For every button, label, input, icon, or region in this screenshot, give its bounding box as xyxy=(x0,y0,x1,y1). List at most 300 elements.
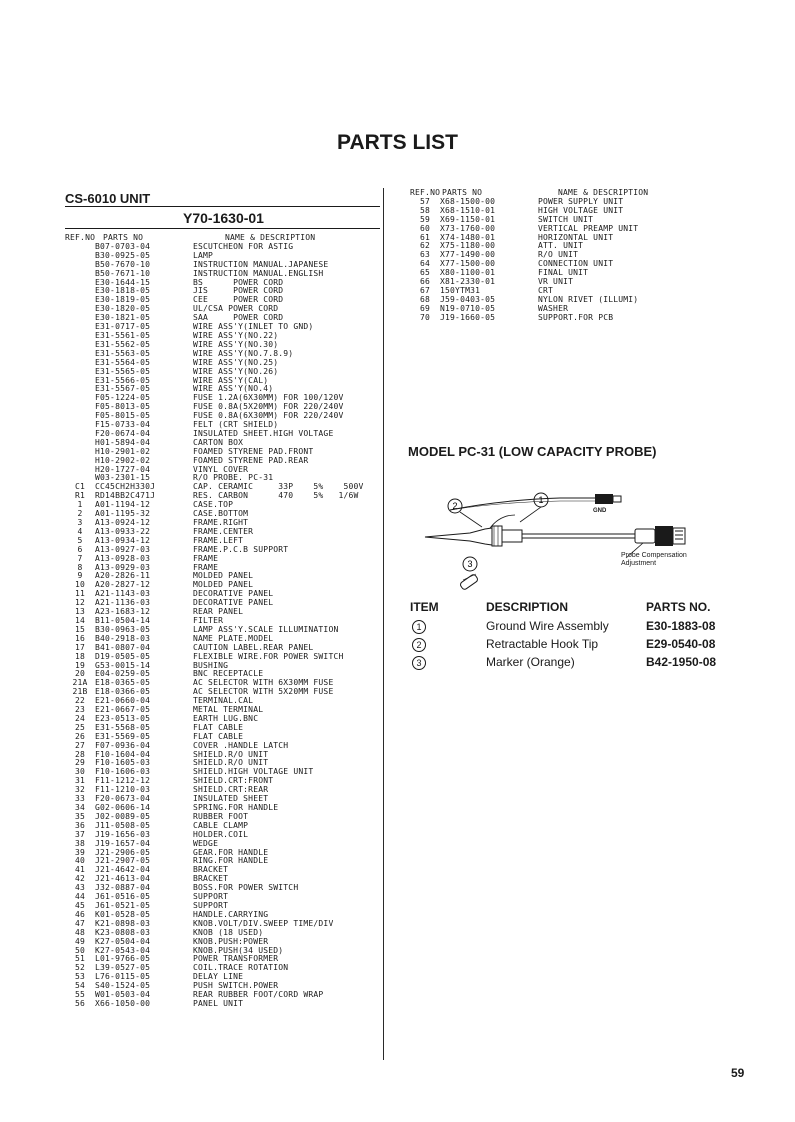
parts-row-desc: RING.FOR HANDLE xyxy=(193,856,269,866)
parts-row-part: X81-2330-01 xyxy=(440,277,496,287)
parts-row-part: J61-0516-05 xyxy=(95,892,151,902)
parts-row-part: X77-1490-00 xyxy=(440,250,496,260)
parts-row-ref: 46 xyxy=(74,909,86,919)
parts-row-ref xyxy=(65,305,95,314)
item-number: 3 xyxy=(412,656,426,670)
parts-row-desc: SAA POWER CORD xyxy=(193,313,284,323)
parts-row-part: J21-2906-05 xyxy=(95,847,151,857)
parts-row-desc: CEE POWER CORD xyxy=(193,295,284,305)
parts-row-part: F20-0674-04 xyxy=(95,428,151,438)
parts-row-desc: KNOB.PUSH:POWER xyxy=(193,936,269,946)
parts-row-desc: SHIELD.CRT:FRONT xyxy=(193,776,274,786)
parts-row-desc: BUSHING xyxy=(193,660,229,670)
parts-row-desc: SHIELD.R/O UNIT xyxy=(193,758,269,768)
parts-row-part: K23-0808-03 xyxy=(95,927,151,937)
parts-row-part: F20-0673-04 xyxy=(95,794,151,804)
parts-row-part: E31-5567-05 xyxy=(95,384,151,394)
parts-row-ref: 19 xyxy=(74,660,86,670)
parts-row-part: E30-1818-05 xyxy=(95,286,151,296)
parts-row xyxy=(65,1000,385,1009)
parts-row-ref xyxy=(65,314,95,323)
parts-row-part: B11-0504-14 xyxy=(95,615,151,625)
parts-row-ref xyxy=(65,252,95,261)
parts-row-ref xyxy=(65,350,95,359)
parts-row-part: J32-0887-04 xyxy=(95,883,151,893)
page-number: 59 xyxy=(731,1066,745,1080)
parts-row-part: E31-5562-05 xyxy=(95,339,151,349)
parts-row-part: D19-0505-05 xyxy=(95,651,151,661)
parts-row-desc: AC SELECTOR WITH 6X30MM FUSE xyxy=(193,678,334,688)
parts-row-ref: 22 xyxy=(74,696,86,706)
parts-row-ref xyxy=(65,359,95,368)
parts-row-part: K01-0528-05 xyxy=(95,909,151,919)
parts-row-desc: AC SELECTOR WITH 5X20MM FUSE xyxy=(193,687,334,697)
parts-row-ref: 10 xyxy=(74,580,86,590)
parts-row-desc: FRAME.CENTER xyxy=(193,526,254,536)
items-header-item: ITEM xyxy=(410,600,439,614)
parts-row-ref xyxy=(65,457,95,466)
parts-row-desc: WIRE ASS'Y(NO.30) xyxy=(193,339,279,349)
parts-row-part: J19-1656-03 xyxy=(95,829,151,839)
parts-row-ref xyxy=(65,377,95,386)
parts-row-ref: 1 xyxy=(77,500,83,510)
parts-row-ref: 65 xyxy=(419,268,431,278)
parts-row-ref: 66 xyxy=(419,277,431,287)
header-ref: REF.NO xyxy=(410,188,441,197)
parts-row-ref: 24 xyxy=(74,713,86,723)
parts-row-ref: 45 xyxy=(74,900,86,910)
parts-row-part: B41-0807-04 xyxy=(95,642,151,652)
parts-row-ref: 50 xyxy=(74,945,86,955)
parts-row-part: A21-1136-03 xyxy=(95,598,151,608)
parts-row-ref: C1 xyxy=(74,482,86,492)
parts-row-desc: WIRE ASS'Y(NO.26) xyxy=(193,366,279,376)
parts-row-ref: 49 xyxy=(74,936,86,946)
parts-row-part: F11-1212-12 xyxy=(95,776,151,786)
parts-row-desc: HIGH VOLTAGE UNIT xyxy=(538,205,624,215)
parts-row-part: E18-0365-05 xyxy=(95,678,151,688)
parts-row-part: F10-1604-04 xyxy=(95,749,151,759)
parts-row-ref xyxy=(65,279,95,288)
unit-title-rule xyxy=(65,206,380,207)
parts-row-part: A13-0934-12 xyxy=(95,535,151,545)
item-number: 2 xyxy=(412,638,426,652)
parts-row-part: B40-2918-03 xyxy=(95,633,151,643)
parts-row-desc: KNOB.PUSH(34 USED) xyxy=(193,945,284,955)
parts-row-desc: FILTER xyxy=(193,615,224,625)
parts-row-desc: INSTRUCTION MANUAL.JAPANESE xyxy=(193,259,329,269)
parts-row-desc: VINYL COVER xyxy=(193,464,249,474)
probe-items-table xyxy=(410,600,760,673)
parts-row-ref: 63 xyxy=(419,250,431,260)
parts-row-desc: JIS POWER CORD xyxy=(193,286,284,296)
parts-row-desc: MOLDED PANEL xyxy=(193,571,254,581)
parts-row-desc: FUSE 1.2A(6X30MM) FOR 100/120V xyxy=(193,393,344,403)
parts-row-part: L76-0115-05 xyxy=(95,972,151,982)
parts-row-ref: 31 xyxy=(74,776,86,786)
probe-item-row xyxy=(410,655,760,670)
parts-row-desc: KNOB (18 USED) xyxy=(193,927,264,937)
item-part: B42-1950-08 xyxy=(646,655,717,669)
parts-table-right xyxy=(410,189,690,323)
header-desc: NAME & DESCRIPTION xyxy=(225,233,316,242)
probe-caption-line-1: Probe Compensation xyxy=(621,552,687,559)
parts-row-ref xyxy=(65,421,95,430)
parts-row-part: A23-1683-12 xyxy=(95,607,151,617)
parts-row-part: E31-0717-05 xyxy=(95,322,151,332)
parts-rows-left xyxy=(65,243,385,1009)
parts-row-part: X80-1100-01 xyxy=(440,268,496,278)
parts-row-ref xyxy=(65,403,95,412)
parts-row-ref: 23 xyxy=(74,705,86,715)
gnd-label: GND xyxy=(593,508,607,514)
parts-row-ref: 6 xyxy=(77,544,83,554)
parts-row-part: J02-0089-05 xyxy=(95,811,151,821)
parts-row-desc: WIRE ASS'Y(CAL) xyxy=(193,375,269,385)
parts-row-desc: COVER .HANDLE LATCH xyxy=(193,740,289,750)
parts-row-ref: 21B xyxy=(72,687,88,697)
parts-row-desc: HORIZONTAL UNIT xyxy=(538,232,614,242)
parts-row-part: A13-0927-03 xyxy=(95,544,151,554)
parts-row-desc: WEDGE xyxy=(193,838,219,848)
parts-row-ref: 61 xyxy=(419,232,431,242)
parts-row-desc: TERMINAL.CAL xyxy=(193,696,254,706)
parts-row-part: A13-0924-12 xyxy=(95,518,151,527)
parts-row-ref: 51 xyxy=(74,954,86,964)
probe-items-header xyxy=(410,600,760,614)
parts-row-ref xyxy=(65,332,95,341)
parts-row-desc: UL/CSA POWER CORD xyxy=(193,304,279,314)
parts-row-part: A20-2826-11 xyxy=(95,571,151,581)
parts-row-ref xyxy=(65,368,95,377)
parts-row-ref: 48 xyxy=(74,927,86,937)
parts-row-ref: 20 xyxy=(74,669,86,679)
parts-row-part: E21-0660-04 xyxy=(95,696,151,706)
parts-row-part: A01-1195-32 xyxy=(95,509,151,519)
parts-row-desc: INSULATED SHEET.HIGH VOLTAGE xyxy=(193,428,334,438)
parts-rows-right xyxy=(410,198,690,323)
parts-row-desc: SUPPORT xyxy=(193,892,229,902)
probe-illustration xyxy=(410,470,710,595)
parts-row-desc: COIL.TRACE ROTATION xyxy=(193,963,289,973)
parts-row-desc: INSULATED SHEET xyxy=(193,794,269,804)
item-desc: Retractable Hook Tip xyxy=(486,637,599,651)
parts-row-desc: LAMP xyxy=(193,250,214,260)
parts-row-desc: FRAME xyxy=(193,562,219,572)
parts-row-part: CC45CH2H330J xyxy=(95,482,156,492)
parts-row-desc: PUSH SWITCH.POWER xyxy=(193,981,279,991)
parts-row-desc: WIRE ASS'Y(INLET TO GND) xyxy=(193,322,314,332)
parts-row-part: 150YTM31 xyxy=(440,285,481,295)
parts-row-desc: R/O UNIT xyxy=(538,250,579,260)
parts-row-desc: SUPPORT xyxy=(193,900,229,910)
callout-1: 1 xyxy=(538,495,544,505)
parts-row-desc: WIRE ASS'Y(NO.25) xyxy=(193,357,279,367)
parts-row-ref: 8 xyxy=(77,562,83,572)
parts-row-ref: 35 xyxy=(74,811,86,821)
parts-row-desc: HANDLE.CARRYING xyxy=(193,909,269,919)
parts-row-ref xyxy=(65,394,95,403)
parts-row-ref: 25 xyxy=(74,722,86,732)
header-desc: NAME & DESCRIPTION xyxy=(558,188,649,197)
parts-row-part: B50-7671-10 xyxy=(95,268,151,278)
parts-row-part: F05-8015-05 xyxy=(95,411,151,421)
callout-2: 2 xyxy=(452,501,458,511)
parts-row-desc: PANEL UNIT xyxy=(193,998,244,1008)
parts-row-desc: INSTRUCTION MANUAL.ENGLISH xyxy=(193,268,324,278)
parts-row-ref: 69 xyxy=(419,303,431,313)
parts-row-ref xyxy=(65,243,95,252)
parts-row-part: B30-0963-05 xyxy=(95,624,151,634)
parts-row-desc: SUPPORT.FOR PCB xyxy=(538,312,614,322)
probe-item-row xyxy=(410,619,760,634)
parts-row-part: X75-1180-00 xyxy=(440,241,496,251)
parts-row-part: E31-5569-05 xyxy=(95,731,151,741)
parts-row-ref xyxy=(65,412,95,421)
parts-row-ref: 52 xyxy=(74,963,86,973)
parts-row-part: K21-0898-03 xyxy=(95,918,151,928)
parts-row-ref xyxy=(65,439,95,448)
parts-row-ref: 17 xyxy=(74,642,86,652)
unit-code-rule xyxy=(65,228,380,229)
parts-row-part: G02-0606-14 xyxy=(95,803,151,812)
unit-title: CS-6010 UNIT xyxy=(65,191,151,206)
parts-row-part: E18-0366-05 xyxy=(95,687,151,697)
parts-row-part: RD14BB2C471J xyxy=(95,491,156,501)
parts-row-desc: SPRING.FOR HANDLE xyxy=(193,803,279,812)
header-ref: REF.NO xyxy=(65,233,96,242)
parts-row-part: W03-2301-15 xyxy=(95,473,151,483)
parts-row-part: J21-4642-04 xyxy=(95,865,151,875)
parts-row-ref xyxy=(65,296,95,305)
parts-row-desc: REAR PANEL xyxy=(193,607,244,617)
parts-row-desc: WIRE ASS'Y(NO.4) xyxy=(193,384,274,394)
parts-row-desc: WIRE ASS'Y(NO.7.8.9) xyxy=(193,348,294,358)
parts-row-part: W01-0503-04 xyxy=(95,990,151,1000)
parts-row-part: J21-2907-05 xyxy=(95,856,151,866)
parts-row-ref: 28 xyxy=(74,749,86,759)
parts-row-desc: FUSE 0.8A(6X30MM) FOR 220/240V xyxy=(193,411,344,421)
parts-row-ref: 32 xyxy=(74,785,86,795)
parts-row-desc: SWITCH UNIT xyxy=(538,214,594,224)
parts-row-part: E31-5561-05 xyxy=(95,330,151,340)
parts-row-desc: MOLDED PANEL xyxy=(193,580,254,590)
parts-row-ref: R1 xyxy=(74,491,86,501)
page-title: PARTS LIST xyxy=(337,131,458,154)
parts-row-desc: FELT (CRT SHIELD) xyxy=(193,420,279,430)
parts-row-desc: FOAMED STYRENE PAD.REAR xyxy=(193,455,309,465)
parts-row-ref: 40 xyxy=(74,856,86,866)
parts-row-ref: 70 xyxy=(419,312,431,322)
parts-row-desc: BRACKET xyxy=(193,874,229,884)
parts-row-ref xyxy=(65,466,95,475)
parts-row-desc: KNOB.VOLT/DIV.SWEEP TIME/DIV xyxy=(193,918,334,928)
parts-row-desc: FOAMED STYRENE PAD.FRONT xyxy=(193,446,314,456)
parts-row-ref: 2 xyxy=(77,509,83,519)
parts-row-desc: WASHER xyxy=(538,303,569,313)
items-header-desc: DESCRIPTION xyxy=(486,600,569,614)
parts-row-part: H01-5894-04 xyxy=(95,437,151,447)
parts-row-part: K27-0543-04 xyxy=(95,945,151,955)
parts-row-desc: CARTON BOX xyxy=(193,437,244,447)
parts-row-desc: POWER TRANSFORMER xyxy=(193,954,279,964)
parts-row-part: F11-1210-03 xyxy=(95,785,151,795)
parts-row-ref xyxy=(65,323,95,332)
parts-row-ref: 57 xyxy=(419,196,431,206)
parts-row-ref: 43 xyxy=(74,883,86,893)
parts-row-desc: CRT xyxy=(538,285,554,295)
parts-row-desc: GEAR.FOR HANDLE xyxy=(193,847,269,857)
parts-row-ref: 38 xyxy=(74,838,86,848)
parts-row-part: X66-1050-00 xyxy=(95,998,151,1008)
probe-caption xyxy=(621,552,731,568)
parts-row-part: S40-1524-05 xyxy=(95,981,151,991)
header-part: PARTS NO xyxy=(442,188,483,197)
parts-row-ref: 68 xyxy=(419,294,431,304)
parts-row-part: G53-0015-14 xyxy=(95,660,151,670)
parts-row-part: E30-1821-05 xyxy=(95,313,151,323)
parts-row-ref: 15 xyxy=(74,624,86,634)
parts-row-ref: 44 xyxy=(74,892,86,902)
parts-row-ref: 26 xyxy=(74,731,86,741)
parts-row-ref: 34 xyxy=(74,803,86,812)
parts-row-ref: 58 xyxy=(419,205,431,215)
parts-row-ref: 27 xyxy=(74,740,86,750)
parts-row-ref: 30 xyxy=(74,767,86,777)
parts-row-desc: ATT. UNIT xyxy=(538,241,584,251)
parts-row-part: E31-5568-05 xyxy=(95,722,151,732)
parts-row-ref: 18 xyxy=(74,651,86,661)
parts-row-desc: POWER SUPPLY UNIT xyxy=(538,196,624,206)
parts-row-ref: 4 xyxy=(77,526,83,536)
parts-row-part: L01-9766-05 xyxy=(95,954,151,964)
parts-row-ref: 42 xyxy=(74,874,86,884)
parts-row-part: F10-1605-03 xyxy=(95,758,151,768)
parts-row-part: N19-0710-05 xyxy=(440,303,496,313)
parts-row-ref: 53 xyxy=(74,972,86,982)
parts-row-desc: LAMP ASS'Y.SCALE ILLUMINATION xyxy=(193,624,339,634)
parts-row-desc: DECORATIVE PANEL xyxy=(193,598,274,608)
item-part: E30-1883-08 xyxy=(646,619,716,633)
parts-row-part: F15-0733-04 xyxy=(95,420,151,430)
parts-row-desc: DECORATIVE PANEL xyxy=(193,589,274,599)
parts-row-part: E21-0667-05 xyxy=(95,705,151,715)
parts-row-ref: 33 xyxy=(74,794,86,804)
probe-caption-line-2: Adjustment xyxy=(621,560,657,567)
parts-row-ref: 7 xyxy=(77,553,83,563)
parts-row-part: J59-0403-05 xyxy=(440,294,496,304)
parts-row-desc: REAR RUBBER FOOT/CORD WRAP xyxy=(193,990,324,1000)
callout-3: 3 xyxy=(467,559,473,569)
parts-row-ref: 62 xyxy=(419,241,431,251)
parts-row-desc: DELAY LINE xyxy=(193,972,244,982)
parts-row-ref: 36 xyxy=(74,820,86,830)
parts-row-desc: FRAME.LEFT xyxy=(193,535,244,545)
parts-row-ref: 12 xyxy=(74,598,86,608)
parts-row-ref: 56 xyxy=(74,998,86,1008)
parts-row-part: K27-0504-04 xyxy=(95,936,151,946)
parts-row-ref: 60 xyxy=(419,223,431,233)
parts-row-ref xyxy=(65,341,95,350)
parts-row-part: E30-1819-05 xyxy=(95,295,151,305)
column-divider xyxy=(383,188,384,1060)
parts-table-left xyxy=(65,234,385,1009)
parts-row-part: A20-2827-12 xyxy=(95,580,151,590)
parts-row-desc: FRAME.P.C.B SUPPORT xyxy=(193,544,289,554)
parts-row-desc: METAL TERMINAL xyxy=(193,705,264,715)
parts-row-part: E30-1820-05 xyxy=(95,304,151,314)
parts-row-desc: BNC RECEPTACLE xyxy=(193,669,264,679)
parts-row-desc: FUSE 0.8A(5X20MM) FOR 220/240V xyxy=(193,402,344,412)
parts-row-part: A13-0933-22 xyxy=(95,526,151,536)
parts-row-ref xyxy=(65,261,95,270)
parts-row-part: X69-1150-01 xyxy=(440,214,496,224)
parts-row-ref xyxy=(65,287,95,296)
parts-row-desc: NYLON RIVET (ILLUMI) xyxy=(538,294,639,304)
parts-row-ref: 67 xyxy=(419,285,431,295)
parts-row-desc: ESCUTCHEON FOR ASTIG xyxy=(193,241,294,251)
parts-row-desc: WIRE ASS'Y(NO.22) xyxy=(193,330,279,340)
model-title: MODEL PC-31 (LOW CAPACITY PROBE) xyxy=(408,444,657,459)
unit-code: Y70-1630-01 xyxy=(183,210,264,226)
parts-row-desc: BOSS.FOR POWER SWITCH xyxy=(193,883,299,893)
parts-row-part: X74-1480-01 xyxy=(440,232,496,242)
parts-row-desc: VERTICAL PREAMP UNIT xyxy=(538,223,639,233)
parts-row-ref: 16 xyxy=(74,633,86,643)
parts-row xyxy=(410,314,690,323)
parts-row-desc: R/O PROBE. PC-31 xyxy=(193,473,274,483)
parts-row-ref xyxy=(65,270,95,279)
parts-row-desc: SHIELD.HIGH VOLTAGE UNIT xyxy=(193,767,314,777)
parts-row-part: X73-1760-00 xyxy=(440,223,496,233)
parts-row-ref: 41 xyxy=(74,865,86,875)
parts-row-part: A13-0929-03 xyxy=(95,562,151,572)
parts-row-part: X68-1500-00 xyxy=(440,196,496,206)
parts-row-ref: 37 xyxy=(74,829,86,839)
parts-row-part: L39-0527-05 xyxy=(95,963,151,973)
parts-row-desc: CABLE CLAMP xyxy=(193,820,249,830)
parts-row-part: X77-1500-00 xyxy=(440,259,496,269)
parts-row-part: E31-5565-05 xyxy=(95,366,151,376)
parts-row-part: E31-5564-05 xyxy=(95,357,151,367)
parts-row-part: B07-0703-04 xyxy=(95,241,151,251)
parts-row-ref: 13 xyxy=(74,607,86,617)
parts-row-ref: 9 xyxy=(77,571,83,581)
parts-row-part: A01-1194-12 xyxy=(95,500,151,510)
items-header-part: PARTS NO. xyxy=(646,600,711,614)
parts-row-desc: NAME PLATE.MODEL xyxy=(193,633,274,643)
parts-row-part: F07-0936-04 xyxy=(95,740,151,750)
parts-row-part: J19-1660-05 xyxy=(440,312,496,322)
parts-row-ref: 39 xyxy=(74,847,86,857)
parts-row-desc: BRACKET xyxy=(193,865,229,875)
item-part: E29-0540-08 xyxy=(646,637,716,651)
parts-row-ref xyxy=(65,448,95,457)
parts-row-desc: CASE.TOP xyxy=(193,500,234,510)
parts-row-desc: FLAT CABLE xyxy=(193,731,244,741)
parts-row-desc: RUBBER FOOT xyxy=(193,811,249,821)
parts-row-desc: CAUTION LABEL.REAR PANEL xyxy=(193,642,314,652)
item-number: 1 xyxy=(412,620,426,634)
item-desc: Marker (Orange) xyxy=(486,655,575,669)
parts-row-ref: 59 xyxy=(419,214,431,224)
parts-row-part: E04-0259-05 xyxy=(95,669,151,679)
parts-row-ref xyxy=(65,430,95,439)
parts-row-part: F10-1606-03 xyxy=(95,767,151,777)
parts-row-part: H10-2901-02 xyxy=(95,446,151,456)
parts-row-desc: FLAT CABLE xyxy=(193,722,244,732)
parts-row-part: E30-1644-15 xyxy=(95,277,151,287)
